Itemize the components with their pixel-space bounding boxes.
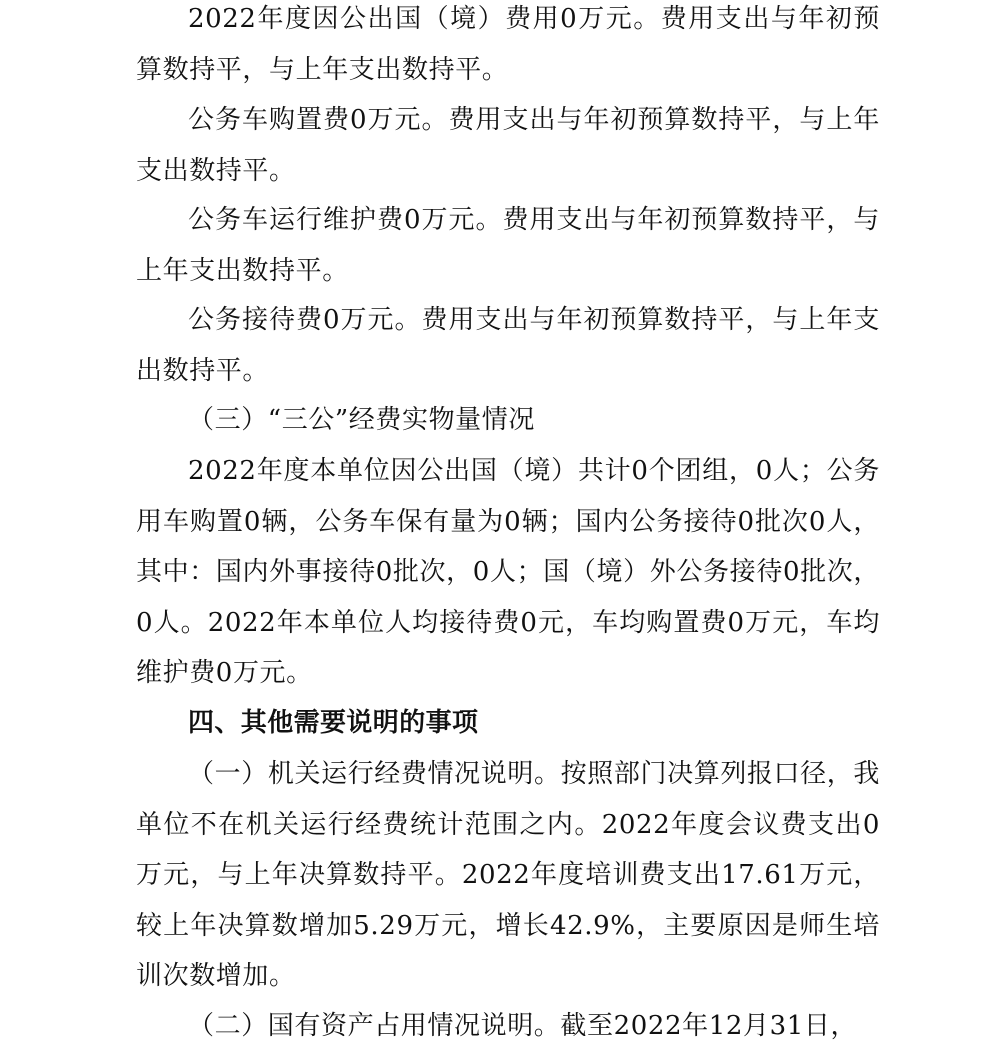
paragraph-agency-operating-funds: （一）机关运行经费情况说明。按照部门决算列报口径，我单位不在机关运行经费统计范围之内。2022年度会议费支出0万元，与上年决算数持平。2022年度培训费支出17.61万元，较上年决算数增加5.29万元，增长42.9%，主要原因是师生培训次数增加。 [136, 759, 880, 991]
paragraph-reception-expense: 公务接待费0万元。费用支出与年初预算数持平，与上年支出数持平。 [136, 305, 880, 386]
subheading-three-public-quantity: （三）“三公”经费实物量情况 [188, 405, 535, 435]
paragraph-vehicle-purchase-expense: 公务车购置费0万元。费用支出与年初预算数持平，与上年支出数持平。 [136, 105, 880, 186]
paragraph-state-assets: （二）国有资产占用情况说明。截至2022年12月31日， [188, 1011, 858, 1041]
paragraph-three-public-quantity-details: 2022年度本单位因公出国（境）共计0个团组，0人；公务用车购置0辆，公务车保有量为0辆；国内公务接待0批次0人，其中：国内外事接待0批次，0人；国（境）外公务接待0批次，0人。2022年本单位人均接待费0元，车均购置费0万元，车均维护费0万元。 [136, 456, 880, 688]
paragraph-outbound-travel-expense: 2022年度因公出国（境）费用0万元。费用支出与年初预算数持平，与上年支出数持平。 [136, 4, 880, 85]
paragraph-vehicle-maintenance-expense: 公务车运行维护费0万元。费用支出与年初预算数持平，与上年支出数持平。 [136, 205, 880, 286]
section-heading-other-matters: 四、其他需要说明的事项 [188, 708, 479, 738]
